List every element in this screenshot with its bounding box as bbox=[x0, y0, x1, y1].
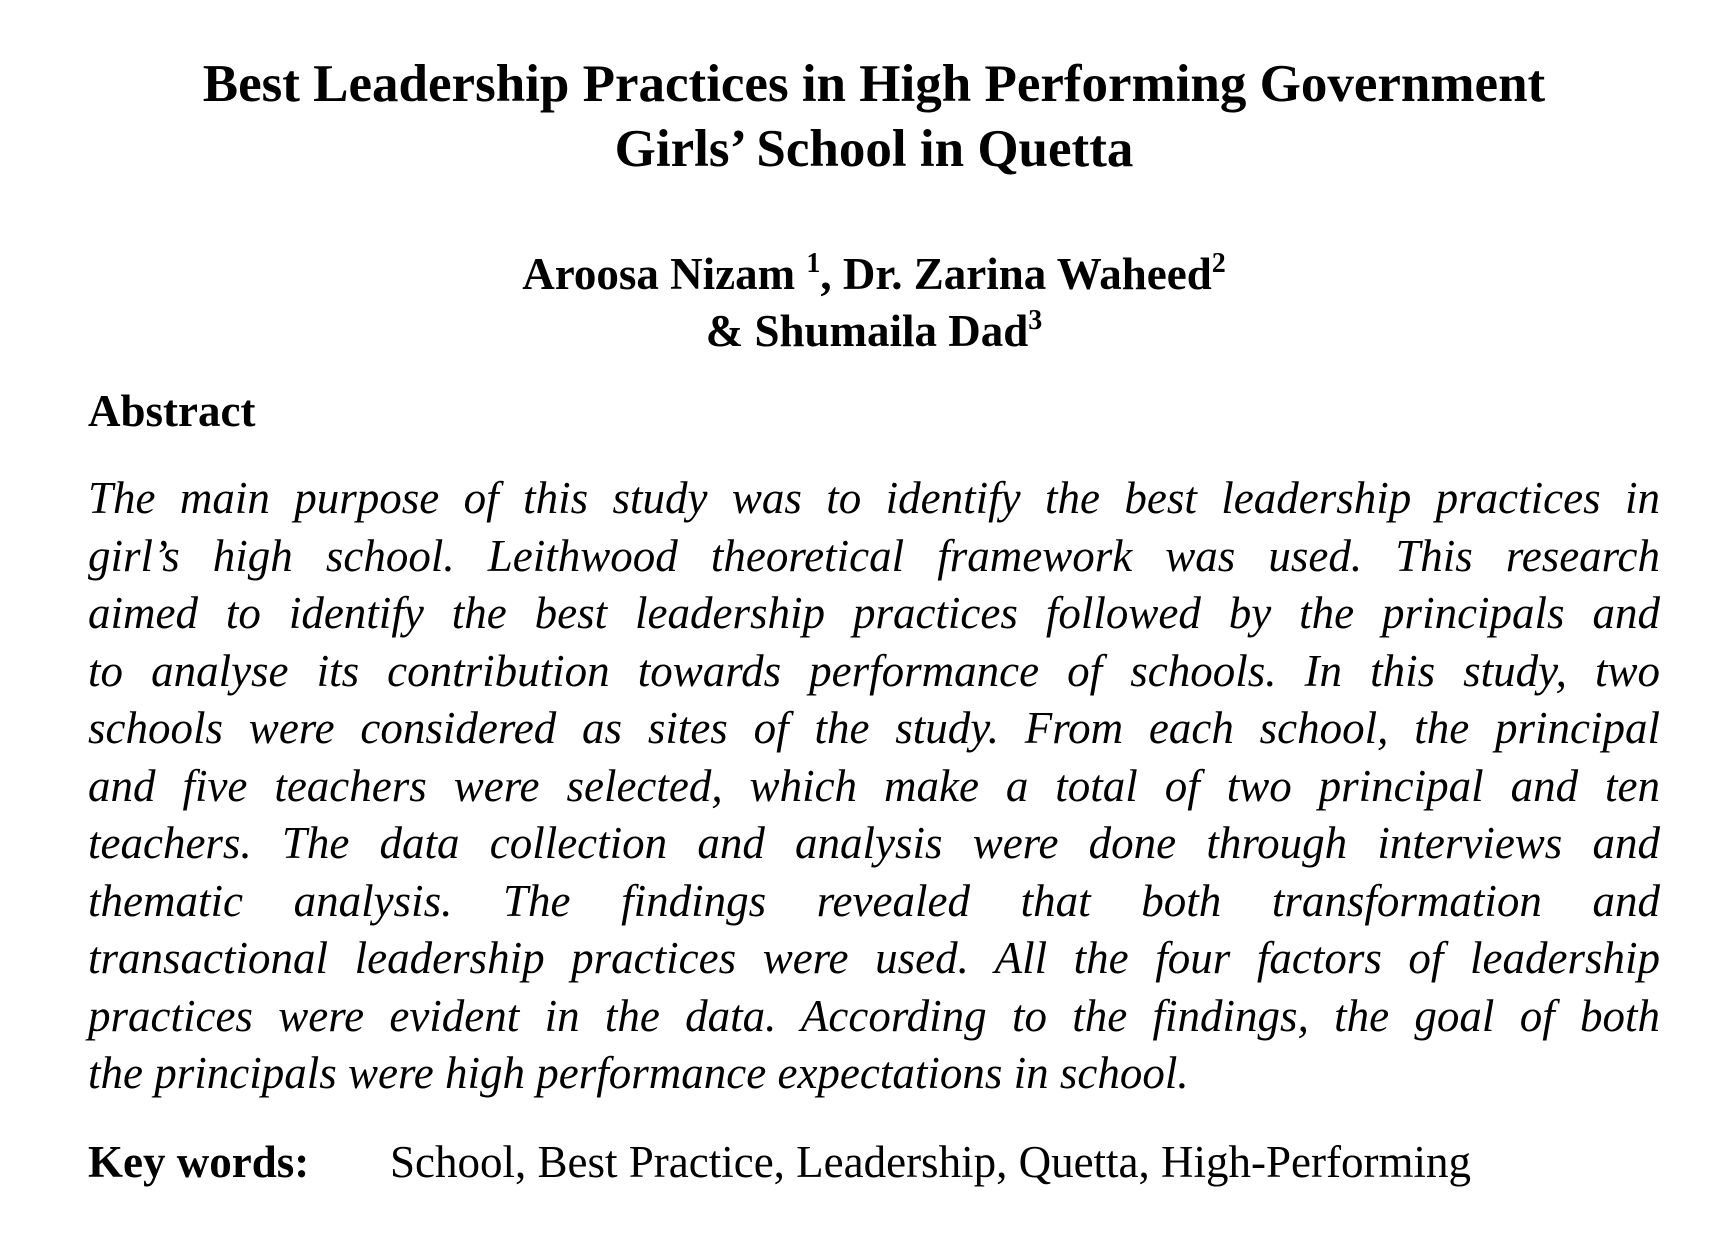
abstract-line: girl’s high school. Leithwood theoretical framework was used. This research bbox=[88, 530, 1660, 581]
abstract-line: and five teachers were selected, which make a total of two principal and ten bbox=[88, 760, 1660, 811]
author-name: Aroosa Nizam bbox=[522, 249, 807, 299]
title-line: Girls’ School in Quetta bbox=[614, 120, 1134, 178]
affiliation-mark: 1 bbox=[806, 248, 821, 280]
abstract-line: to analyse its contribution towards performance of schools. In this study, two bbox=[88, 645, 1660, 696]
author-name: , Dr. Zarina Waheed bbox=[820, 249, 1212, 299]
author-name: & Shumaila Dad bbox=[705, 306, 1029, 356]
abstract-line: The main purpose of this study was to identify the best leadership practices in bbox=[88, 473, 1660, 523]
affiliation-mark: 3 bbox=[1028, 305, 1043, 337]
title-line: Best Leadership Practices in High Performing Government bbox=[202, 55, 1546, 113]
author-line bbox=[88, 246, 1660, 303]
abstract-line: schools were considered as sites of the study. From each school, the principal bbox=[88, 703, 1660, 753]
abstract-line: thematic analysis. The findings revealed that both transformation and bbox=[88, 875, 1660, 926]
abstract-line: aimed to identify the best leadership practices followed by the principals and bbox=[88, 588, 1660, 638]
author-line bbox=[88, 303, 1660, 360]
paper-title bbox=[88, 52, 1660, 182]
abstract-line: teachers. The data collection and analysis were done through interviews and bbox=[88, 818, 1660, 868]
keywords bbox=[88, 1135, 1471, 1190]
abstract-line: practices were evident in the data. According to the findings, the goal of both bbox=[88, 990, 1660, 1041]
abstract-line: the principals were high performance expectations in school. bbox=[88, 1048, 1189, 1098]
keywords-label: Key words: bbox=[88, 1137, 310, 1187]
keywords-value: School, Best Practice, Leadership, Quetta, High-Performing bbox=[390, 1137, 1471, 1187]
abstract-heading: Abstract bbox=[88, 386, 256, 436]
abstract-text bbox=[88, 470, 1660, 1103]
abstract-line: transactional leadership practices were used. All the four factors of leadership bbox=[88, 933, 1660, 983]
paper-page bbox=[88, 0, 1660, 1249]
affiliation-mark: 2 bbox=[1211, 248, 1226, 280]
author-list bbox=[88, 246, 1660, 360]
